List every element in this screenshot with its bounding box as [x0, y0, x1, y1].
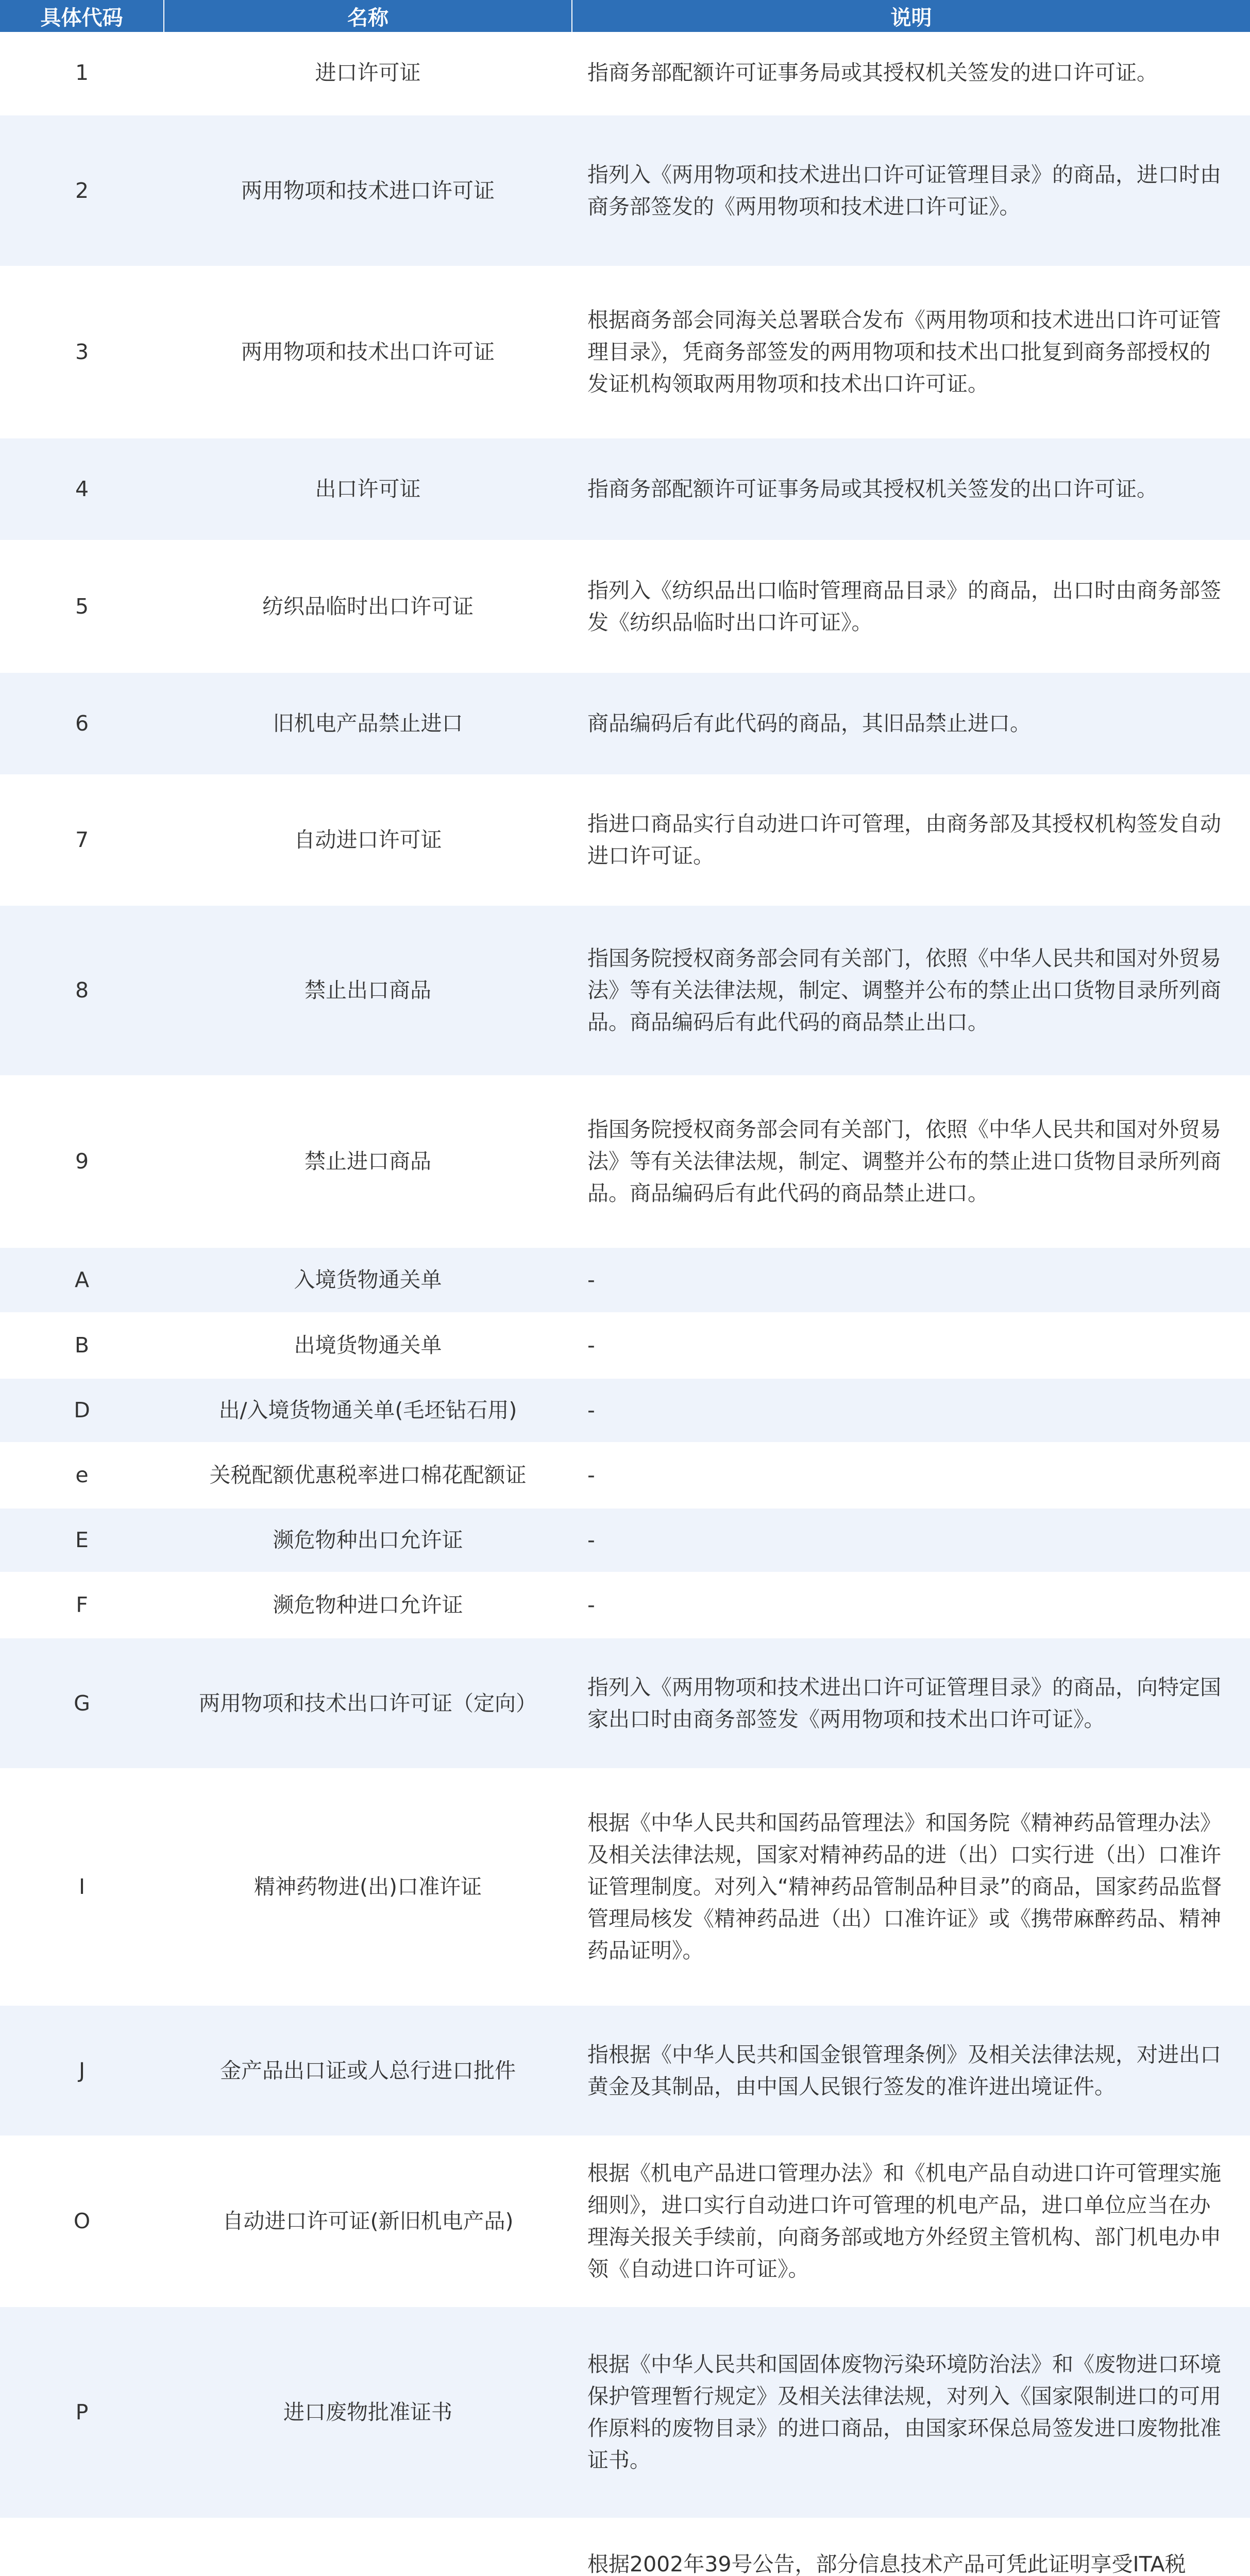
table-row — [0, 437, 1250, 540]
row-code: 4 — [0, 437, 164, 540]
row-name: 禁止出口商品 — [164, 905, 572, 1076]
row-description: - — [572, 1507, 1250, 1572]
header-row — [0, 0, 1250, 32]
row-description: 指国务院授权商务部会同有关部门，依照《中华人民共和国对外贸易法》等有关法律法规，制定、调整并公布的禁止进口货物目录所列商品。商品编码后有此代码的商品禁止进口。 — [572, 1076, 1250, 1247]
row-description: 根据《中华人民共和国固体废物污染环境防治法》和《废物进口环境保护管理暂行规定》及相关法律法规，对列入《国家限制进口的可用作原料的废物目录》的进口商品，由国家环保总局签发进口废物批准证书。 — [572, 2306, 1250, 2518]
row-name: 进口许可证 — [164, 32, 572, 114]
row-code: A — [0, 1247, 164, 1313]
row-code: e — [0, 1443, 164, 1507]
table-row — [0, 775, 1250, 905]
table-row — [0, 1572, 1250, 1637]
table-row — [0, 266, 1250, 437]
row-code: J — [0, 2005, 164, 2136]
row-name: 出口许可证 — [164, 437, 572, 540]
row-name — [164, 2518, 572, 2576]
row-code: 1 — [0, 32, 164, 114]
row-description: - — [572, 1572, 1250, 1637]
row-description: 根据《机电产品进口管理办法》和《机电产品自动进口许可管理实施细则》，进口实行自动进口许可管理的机电产品，进口单位应当在办理海关报关手续前，向商务部或地方外经贸主管机构、部门机电办申领《自动进口许可证》。 — [572, 2136, 1250, 2306]
row-code: 9 — [0, 1076, 164, 1247]
table-row — [0, 114, 1250, 266]
row-description: 指根据《中华人民共和国金银管理条例》及相关法律法规，对进出口黄金及其制品，由中国人民银行签发的准许进出境证件。 — [572, 2005, 1250, 2136]
row-name: 两用物项和技术出口许可证（定向） — [164, 1637, 572, 1769]
header-code: 具体代码 — [0, 0, 164, 32]
table-row — [0, 1247, 1250, 1313]
row-name: 禁止进口商品 — [164, 1076, 572, 1247]
row-code: D — [0, 1378, 164, 1443]
table-row — [0, 1507, 1250, 1572]
table-row — [0, 1637, 1250, 1769]
row-description: 根据商务部会同海关总署联合发布《两用物项和技术进出口许可证管理目录》，凭商务部签发的两用物项和技术出口批复到商务部授权的发证机构领取两用物项和技术出口许可证。 — [572, 266, 1250, 437]
row-description: 根据《中华人民共和国药品管理法》和国务院《精神药品管理办法》及相关法律法规，国家对精神药品的进（出）口实行进（出）口准许证管理制度。对列入“精神药品管制品种目录”的商品，国家药品监督管理局核发《精神药品进（出）口准许证》或《携带麻醉药品、精神药品证明》。 — [572, 1769, 1250, 2005]
header-description: 说明 — [572, 0, 1250, 32]
row-description: 指商务部配额许可证事务局或其授权机关签发的出口许可证。 — [572, 437, 1250, 540]
row-name: 纺织品临时出口许可证 — [164, 540, 572, 672]
table-row — [0, 672, 1250, 775]
row-description: 指列入《纺织品出口临时管理商品目录》的商品，出口时由商务部签发《纺织品临时出口许可证》。 — [572, 540, 1250, 672]
row-name: 关税配额优惠税率进口棉花配额证 — [164, 1443, 572, 1507]
table-row — [0, 2136, 1250, 2306]
row-description: - — [572, 1378, 1250, 1443]
row-description: - — [572, 1443, 1250, 1507]
row-code: O — [0, 2136, 164, 2306]
table-row — [0, 1769, 1250, 2005]
row-name: 自动进口许可证(新旧机电产品) — [164, 2136, 572, 2306]
row-code: 6 — [0, 672, 164, 775]
row-name: 入境货物通关单 — [164, 1247, 572, 1313]
row-code: G — [0, 1637, 164, 1769]
row-name: 两用物项和技术出口许可证 — [164, 266, 572, 437]
row-description: 指进口商品实行自动进口许可管理，由商务部及其授权机构签发自动进口许可证。 — [572, 775, 1250, 905]
row-description: 根据2002年39号公告，部分信息技术产品可凭此证明享受ITA税 — [572, 2518, 1250, 2576]
row-code: E — [0, 1507, 164, 1572]
table-row — [0, 1076, 1250, 1247]
row-code: P — [0, 2306, 164, 2518]
row-name: 两用物项和技术进口许可证 — [164, 114, 572, 266]
row-code: 8 — [0, 905, 164, 1076]
table-row — [0, 2518, 1250, 2576]
row-code: 2 — [0, 114, 164, 266]
row-name: 出境货物通关单 — [164, 1313, 572, 1378]
table-row — [0, 2306, 1250, 2518]
row-description: - — [572, 1313, 1250, 1378]
row-description: 指列入《两用物项和技术进出口许可证管理目录》的商品，向特定国家出口时由商务部签发《两用物项和技术出口许可证》。 — [572, 1637, 1250, 1769]
row-description: 指商务部配额许可证事务局或其授权机关签发的进口许可证。 — [572, 32, 1250, 114]
table-row — [0, 2005, 1250, 2136]
table-header — [0, 0, 1250, 32]
row-name: 旧机电产品禁止进口 — [164, 672, 572, 775]
row-name: 濒危物种出口允许证 — [164, 1507, 572, 1572]
row-description: 指列入《两用物项和技术进出口许可证管理目录》的商品，进口时由商务部签发的《两用物项和技术进口许可证》。 — [572, 114, 1250, 266]
row-description: - — [572, 1247, 1250, 1313]
row-code — [0, 2518, 164, 2576]
row-name: 出/入境货物通关单(毛坯钻石用) — [164, 1378, 572, 1443]
header-name: 名称 — [164, 0, 572, 32]
row-code: I — [0, 1769, 164, 2005]
row-name: 精神药物进(出)口准许证 — [164, 1769, 572, 2005]
table-row — [0, 1378, 1250, 1443]
row-name: 进口废物批准证书 — [164, 2306, 572, 2518]
row-name: 自动进口许可证 — [164, 775, 572, 905]
table-row — [0, 1313, 1250, 1378]
table-row — [0, 905, 1250, 1076]
row-name: 濒危物种进口允许证 — [164, 1572, 572, 1637]
row-name: 金产品出口证或人总行进口批件 — [164, 2005, 572, 2136]
row-description: 指国务院授权商务部会同有关部门，依照《中华人民共和国对外贸易法》等有关法律法规，制定、调整并公布的禁止出口货物目录所列商品。商品编码后有此代码的商品禁止出口。 — [572, 905, 1250, 1076]
table-row — [0, 540, 1250, 672]
row-code: 7 — [0, 775, 164, 905]
row-code: 3 — [0, 266, 164, 437]
row-code: F — [0, 1572, 164, 1637]
row-description: 商品编码后有此代码的商品，其旧品禁止进口。 — [572, 672, 1250, 775]
table-row — [0, 1443, 1250, 1507]
table-row — [0, 32, 1250, 114]
row-code: B — [0, 1313, 164, 1378]
table-body — [0, 32, 1250, 2576]
row-code: 5 — [0, 540, 164, 672]
